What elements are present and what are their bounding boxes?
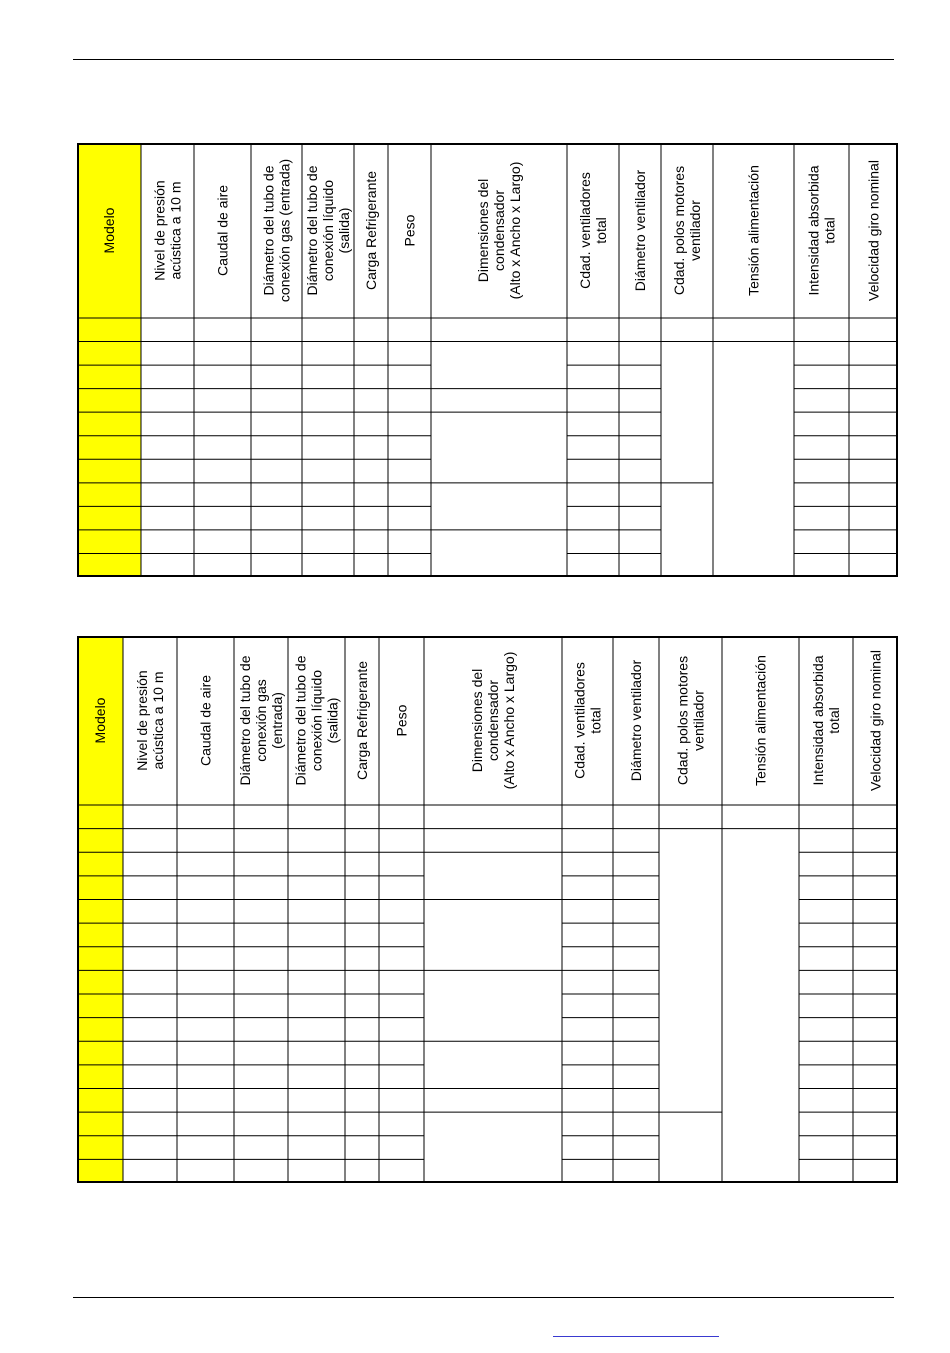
column-header-text: Velocidad giro nominal	[867, 650, 884, 791]
column-header-text: Diámetro del tubo de	[304, 165, 320, 296]
column-header	[215, 185, 231, 276]
column-header-text: conexión gas (entrada)	[276, 158, 293, 303]
column-header-text: (salida)	[324, 697, 341, 744]
column-header	[572, 662, 604, 779]
column-header-text: Cdad. ventiladores	[571, 662, 588, 779]
column-header	[92, 697, 108, 743]
column-header	[469, 652, 517, 790]
column-header-text: Cdad. polos motores	[671, 165, 687, 296]
column-header	[261, 159, 293, 302]
spec-table-2-grid	[77, 636, 898, 1183]
column-header-text: Modelo	[101, 207, 117, 254]
column-header-text: Cdad. ventiladores	[577, 172, 593, 289]
column-header-text: condensador	[491, 190, 507, 271]
column-header	[304, 165, 352, 295]
footer-link-underline[interactable]	[553, 1336, 719, 1337]
column-header-text: total	[587, 707, 604, 734]
column-header-text: Peso	[393, 704, 410, 737]
column-header-text: Caudal de aire	[197, 674, 214, 767]
column-header	[753, 655, 769, 786]
column-header-text: Peso	[401, 214, 418, 247]
column-header	[577, 172, 609, 289]
column-header-text: total	[821, 217, 838, 244]
spec-table-2	[77, 636, 898, 1183]
spec-table-1-grid	[77, 143, 898, 577]
column-header	[671, 166, 703, 295]
column-header-text: ventilador	[687, 200, 703, 261]
column-header	[866, 160, 882, 301]
column-header-text: total	[826, 707, 842, 734]
column-header-text: conexión líquido	[308, 669, 325, 772]
column-header	[628, 659, 644, 781]
header-rule	[73, 59, 894, 60]
column-header-text: Diámetro del tubo de	[292, 655, 309, 786]
column-header-text: Tensión alimentación	[752, 655, 769, 786]
column-header	[198, 675, 214, 766]
column-header-text: Dimensiones del	[469, 668, 485, 773]
column-header-text: Modelo	[92, 697, 108, 744]
column-header-text: Caudal de aire	[214, 184, 231, 277]
column-header	[152, 180, 184, 280]
column-header-text: Dimensiones del	[475, 178, 491, 283]
column-header-text: Intensidad absorbida	[810, 655, 826, 786]
column-header-text: Tensión alimentación	[745, 165, 762, 296]
column-header-text: acústica a 10 m	[167, 181, 184, 280]
column-header-text: ventilador	[690, 690, 707, 751]
column-header	[363, 171, 379, 290]
column-header	[806, 165, 838, 295]
footer-rule	[73, 1297, 894, 1298]
column-header-text: Intensidad absorbida	[805, 165, 822, 296]
column-header	[868, 650, 884, 791]
spec-table-1	[77, 143, 898, 577]
column-header-text: acústica a 10 m	[150, 671, 166, 770]
column-header-text: conexión líquido	[320, 179, 336, 282]
column-header-text: Velocidad giro nominal	[865, 160, 882, 301]
column-header-text: (Alto x Ancho x Largo)	[507, 161, 523, 300]
column-header-text: total	[593, 217, 609, 244]
column-header-text: conexión gas	[253, 679, 269, 762]
column-header-text: Nivel de presión	[151, 180, 168, 281]
column-header	[101, 207, 117, 253]
column-header-text: (entrada)	[269, 692, 285, 749]
column-header	[134, 670, 166, 770]
column-header-text: Diámetro ventilador	[628, 659, 644, 782]
column-header	[293, 655, 341, 785]
column-header	[354, 661, 370, 780]
column-header	[402, 214, 418, 246]
column-header-text: Diámetro ventilador	[632, 169, 648, 292]
column-header	[810, 655, 842, 785]
column-header-text: (Alto x Ancho x Largo)	[501, 651, 517, 790]
column-header	[746, 165, 762, 296]
column-header	[675, 656, 707, 785]
column-header-text: Nivel de presión	[134, 670, 150, 771]
column-header	[237, 655, 285, 785]
column-header-text: Diámetro del tubo de	[260, 165, 277, 296]
column-header	[394, 704, 410, 736]
column-header-text: Diámetro del tubo de	[237, 655, 253, 786]
column-header	[632, 169, 648, 291]
column-header-text: Carga Refrigerante	[354, 660, 370, 781]
column-header-text: Cdad. polos motores	[674, 655, 691, 786]
column-header-text: condensador	[485, 680, 501, 761]
column-header-text: Carga Refrigerante	[363, 170, 379, 291]
column-header-text: (salida)	[336, 207, 352, 254]
column-header	[475, 162, 523, 300]
